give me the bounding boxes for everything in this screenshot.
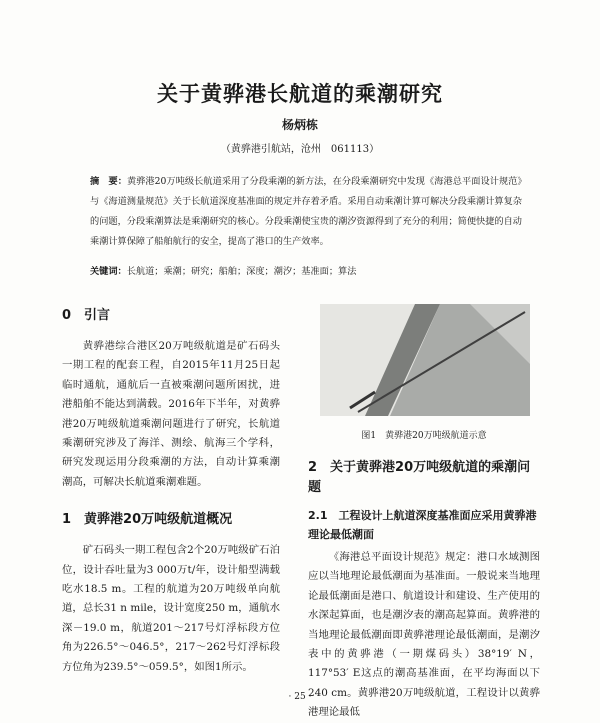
right-column: [308, 458, 540, 723]
abstract-text: 黄骅港20万吨级长航道采用了分段乘潮的新方法，在分段乘潮研究中发现《海港总平面设计规范》与《海道测量规范》关于长航道深度基准面的规定并存着矛盾。采用自动乘潮计算可解决分段乘潮计算复杂的问题，分段乘潮算法是乘潮研究的核心。分段乘潮使宝贵的潮汐资源得到了充分的利用；简便快捷的自动乘潮计算保障了船舶航行的安全，提高了港口的生产效率。: [90, 176, 522, 247]
abstract: [90, 172, 522, 252]
author-affiliation: （黄骅港引航站，沧州 061113）: [220, 144, 380, 155]
keywords-text: 长航道；乘潮；研究；船舶；深度；潮汐；基准面；算法: [126, 266, 357, 277]
section-1-paragraph: 矿石码头一期工程包含2个20万吨级矿石泊位，设计吞吐量为3 000万t/年，设计船型满载吃水18.5 m。工程的航道为20万吨级单向航道，总长31 n mile，设计宽度250 m，通航水深－19.0 m，航道201～217号灯浮标段方位角为226.5°～046.5°，217～262号灯浮标段方位角为239.5°～059.5°，如图1所示。: [62, 544, 280, 673]
figure-channel-map: [320, 304, 530, 416]
section-2-paragraph: 《海港总平面设计规范》规定：港口水域测图应以当地理论最低潮面为基准面。一般说来当地理论最低潮面是港口、航道设计和建设、生产使用的水深起算面，也是潮汐表的潮高起算面。黄骅港的当地理论最低潮面即黄骅港理论最低潮面，是潮汐表中的黄骅港（一期煤码头）38°19′ N，117°53′ E这点的潮高基准面，在平均海面以下240 cm。黄骅港20万吨级航道，工程设计以黄骅港理论最低: [308, 551, 540, 719]
section-2-1-heading: 2.1 工程设计上航道深度基准面应采用黄骅港理论最低潮面: [308, 509, 537, 541]
abstract-label: 摘 要：: [90, 176, 127, 187]
section-1-heading: 1 黄骅港20万吨级航道概况: [62, 512, 233, 528]
author-name: 杨炳栋: [281, 118, 318, 132]
section-0-paragraph: 黄骅港综合港区20万吨级航道是矿石码头一期工程的配套工程，自2015年11月25日起临时通航，通航后一直被乘潮问题所困扰，进港船舶不能达到满载。2016年下半年，对黄骅港20万吨级航道乘潮问题进行了研究，长航道乘潮研究涉及了海洋、测绘、航海三个学科，研究发现运用分段乘潮的方法，自动计算乘潮潮高，可解决长航道乘潮难题。: [62, 340, 280, 488]
section-2-heading: 2 关于黄骅港20万吨级航道的乘潮问题: [308, 460, 531, 495]
keywords: [90, 263, 522, 277]
left-column: [62, 304, 280, 677]
section-0-heading: 0 引言: [62, 308, 111, 323]
keywords-label: 关键词：: [90, 266, 127, 277]
figure-caption: 图1 黄骅港20万吨级航道示意: [361, 431, 487, 441]
paper-title: 关于黄骅港长航道的乘潮研究: [157, 82, 443, 106]
page-number: · 25 ·: [288, 692, 312, 702]
channel-map-image: [320, 304, 530, 416]
